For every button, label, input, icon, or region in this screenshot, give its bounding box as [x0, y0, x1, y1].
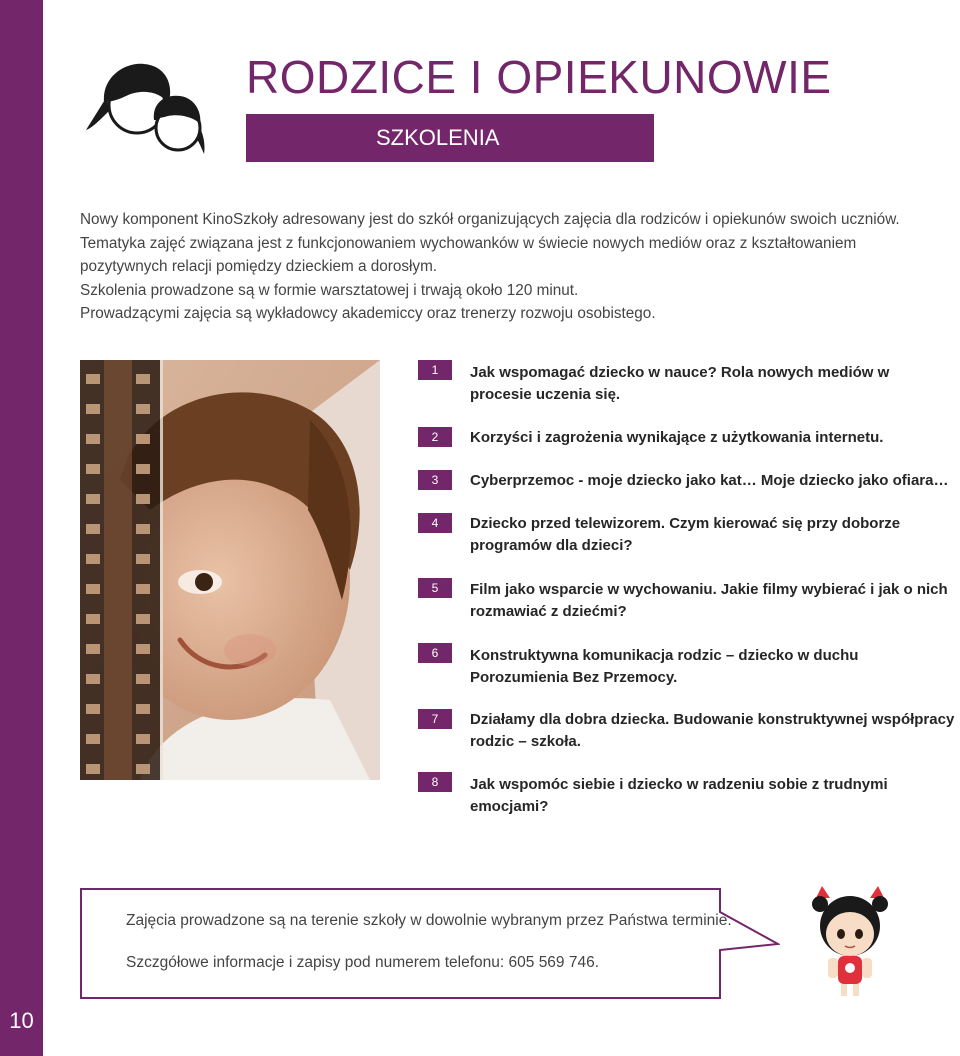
topic-number: 2	[418, 427, 452, 447]
topic-text: Jak wspomagać dziecko w nauce? Rola nowych mediów w procesie uczenia się.	[470, 364, 890, 403]
intro-paragraph: Prowadzącymi zajęcia są wykładowcy akademiccy oraz trenerzy rozwoju osobistego.	[80, 305, 656, 322]
info-note	[80, 888, 780, 998]
topic-text: Dziecko przed telewizorem. Czym kierować się przy doborze programów dla dzieci?	[470, 515, 901, 554]
intro-paragraph: Nowy komponent KinoSzkoły adresowany jest do szkół organizujących zajęcia dla rodziców i opiekunów swoich uczniów. Tematyka zajęć związana jest z funkcjonowaniem wychowanków w świecie nowych mediów oraz z kształtowaniem pozytywnych relacji pomiędzy dzieckiem a dorosłym.	[80, 211, 900, 275]
topic-text: Korzyści i zagrożenia wynikające z użytkowania internetu.	[470, 429, 884, 446]
topic-number: 7	[418, 709, 452, 729]
topic-text: Działamy dla dobra dziecka. Budowanie konstruktywnej współpracy rodzic – szkoła.	[470, 711, 955, 750]
intro-text	[80, 208, 942, 326]
topics-list	[418, 360, 958, 815]
left-sidebar	[0, 0, 43, 1056]
speech-bubble-frame	[80, 888, 780, 1000]
topic-number: 8	[418, 772, 452, 792]
page-number: 10	[9, 1008, 34, 1033]
topic-number: 6	[418, 643, 452, 663]
topic-text: Konstruktywna komunikacja rodzic – dziecko w duchu Porozumienia Bez Przemocy.	[470, 647, 859, 686]
page-title: RODZICE I OPIEKUNOWIE	[246, 51, 832, 103]
topic-number: 3	[418, 470, 452, 490]
topic-number: 4	[418, 513, 452, 533]
note-line: Szczgółowe informacje i zapisy pod numerem telefonu: 605 569 746.	[126, 954, 600, 971]
topic-text: Cyberprzemoc - moje dziecko jako kat… Moje dziecko jako ofiara…	[470, 472, 949, 489]
section-subtitle: SZKOLENIA	[246, 114, 654, 162]
topic-number: 5	[418, 578, 452, 598]
parents-logo-icon	[82, 58, 212, 158]
topic-text: Film jako wsparcie w wychowaniu. Jakie filmy wybierać i jak o nich rozmawiać z dziećmi?	[470, 581, 948, 620]
note-line: Zajęcia prowadzone są na terenie szkoły w dowolnie wybranym przez Państwa terminie.	[126, 912, 732, 929]
girl-mascot-icon	[800, 880, 900, 1000]
topic-text: Jak wspomóc siebie i dziecko w radzeniu sobie z trudnymi emocjami?	[470, 776, 888, 815]
intro-paragraph: Szkolenia prowadzone są w formie warsztatowej i trwają około 120 minut.	[80, 281, 579, 299]
topic-number: 1	[418, 360, 452, 380]
child-filmstrip-photo	[80, 360, 380, 780]
